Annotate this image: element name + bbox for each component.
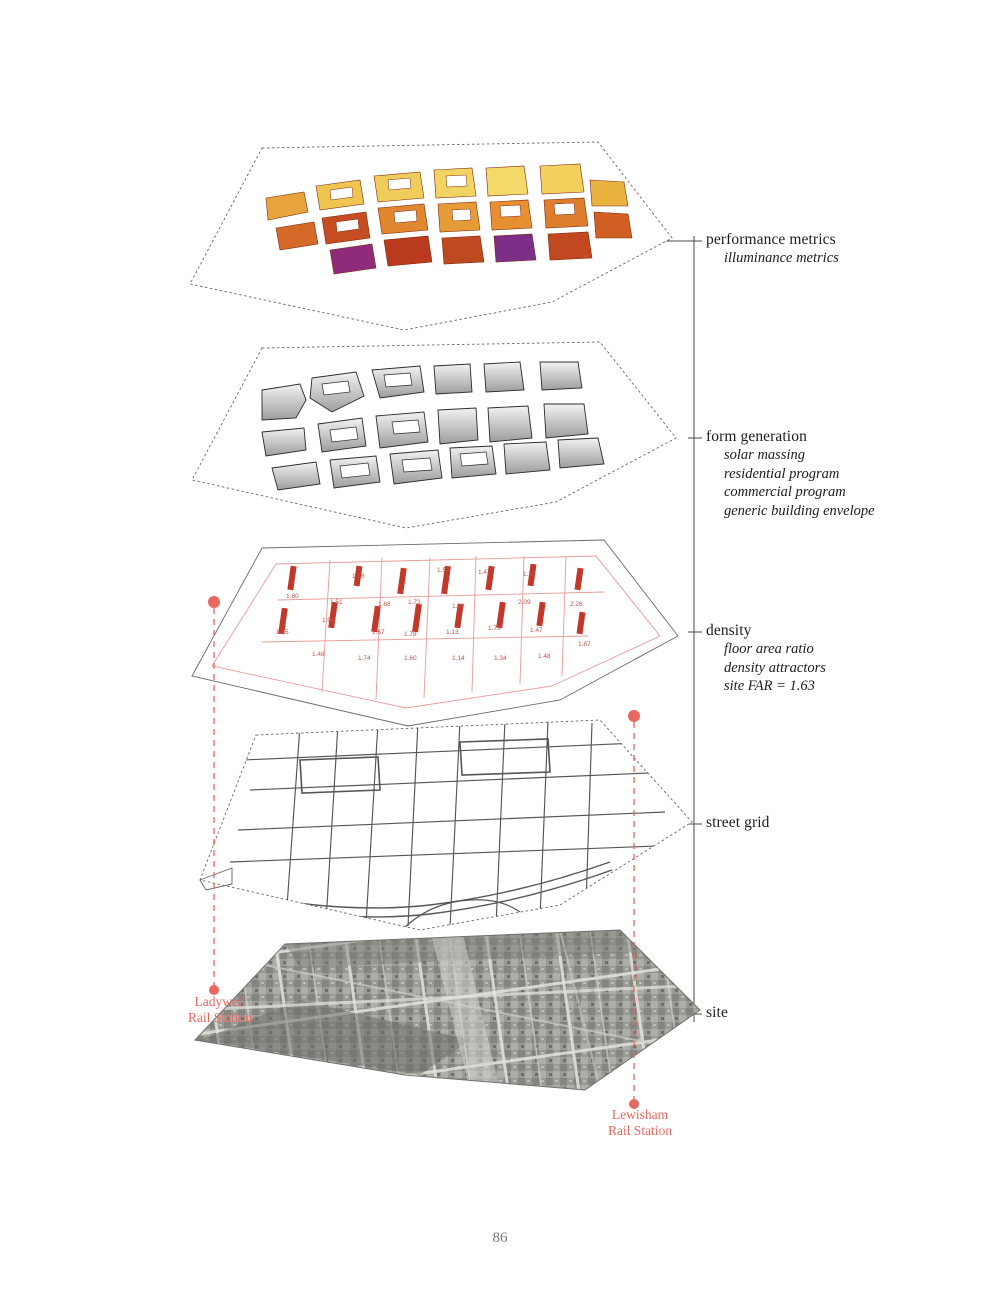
label-group-site: [706, 1003, 996, 1022]
label-sub-floor-area-ratio: floor area ratio: [724, 641, 814, 657]
station-callout-ladywell: [150, 994, 290, 1026]
label-sub-commercial-program: commercial program: [724, 484, 846, 500]
svg-text:1.68: 1.68: [378, 601, 391, 608]
station-callout-lewisham: [570, 1107, 710, 1139]
layer-street-grid: [200, 720, 692, 930]
layer-performance-metrics: [190, 142, 672, 330]
label-sub-site-far: site FAR = 1.63: [724, 678, 815, 694]
svg-text:1.87: 1.87: [578, 641, 591, 648]
station-ladywell-line1: Ladywell: [194, 994, 246, 1009]
station-ladywell-line2: Rail Station: [187, 1010, 253, 1025]
label-title-performance-metrics: performance metrics: [706, 231, 836, 248]
svg-text:1.73: 1.73: [488, 625, 501, 632]
svg-text:1.78: 1.78: [404, 631, 417, 638]
svg-text:1.50: 1.50: [437, 567, 450, 574]
layer-label-column: [700, 0, 1000, 1295]
label-title-street-grid: street grid: [706, 814, 770, 831]
label-group-performance-metrics: [706, 230, 996, 268]
svg-text:1.74: 1.74: [358, 655, 371, 662]
svg-text:1.47: 1.47: [478, 569, 491, 576]
label-group-form-generation: [706, 427, 996, 520]
station-lewisham-line2: Rail Station: [607, 1123, 673, 1138]
svg-text:1.32: 1.32: [452, 603, 465, 610]
label-group-street-grid: [706, 813, 996, 832]
svg-text:1.56: 1.56: [352, 573, 365, 580]
svg-text:1.39: 1.39: [523, 571, 536, 578]
svg-text:1.73: 1.73: [408, 599, 421, 606]
label-title-density: density: [706, 622, 752, 639]
svg-text:1.47: 1.47: [530, 627, 543, 634]
label-sub-solar-massing: solar massing: [724, 447, 805, 463]
svg-text:1.35: 1.35: [276, 629, 289, 636]
svg-text:1.48: 1.48: [312, 651, 325, 658]
svg-text:1.34: 1.34: [494, 655, 507, 662]
station-lewisham-line1: Lewisham: [611, 1107, 669, 1122]
svg-text:2.09: 2.09: [518, 599, 531, 606]
svg-text:1.51: 1.51: [330, 599, 343, 606]
label-sub-residential-program: residential program: [724, 465, 840, 482]
label-sub-density-attractors: density attractors: [724, 659, 826, 676]
svg-text:1.94: 1.94: [322, 617, 335, 624]
page-number: 86: [492, 1230, 508, 1246]
label-group-density: [706, 621, 996, 696]
label-title-site: site: [706, 1004, 728, 1021]
svg-text:1.13: 1.13: [446, 629, 459, 636]
label-sub-generic-building-envelope: generic building envelope: [724, 502, 875, 519]
svg-text:1.80: 1.80: [286, 593, 299, 600]
layer-form-generation: [192, 342, 676, 528]
svg-text:1.60: 1.60: [404, 655, 417, 662]
svg-text:1.48: 1.48: [538, 653, 551, 660]
svg-text:2.26: 2.26: [570, 601, 583, 608]
label-sub-illuminance-metrics: illuminance metrics: [724, 250, 839, 266]
svg-text:1.14: 1.14: [452, 655, 465, 662]
label-title-form-generation: form generation: [706, 428, 807, 445]
layer-density: [192, 540, 678, 726]
svg-text:1.67: 1.67: [372, 629, 385, 636]
